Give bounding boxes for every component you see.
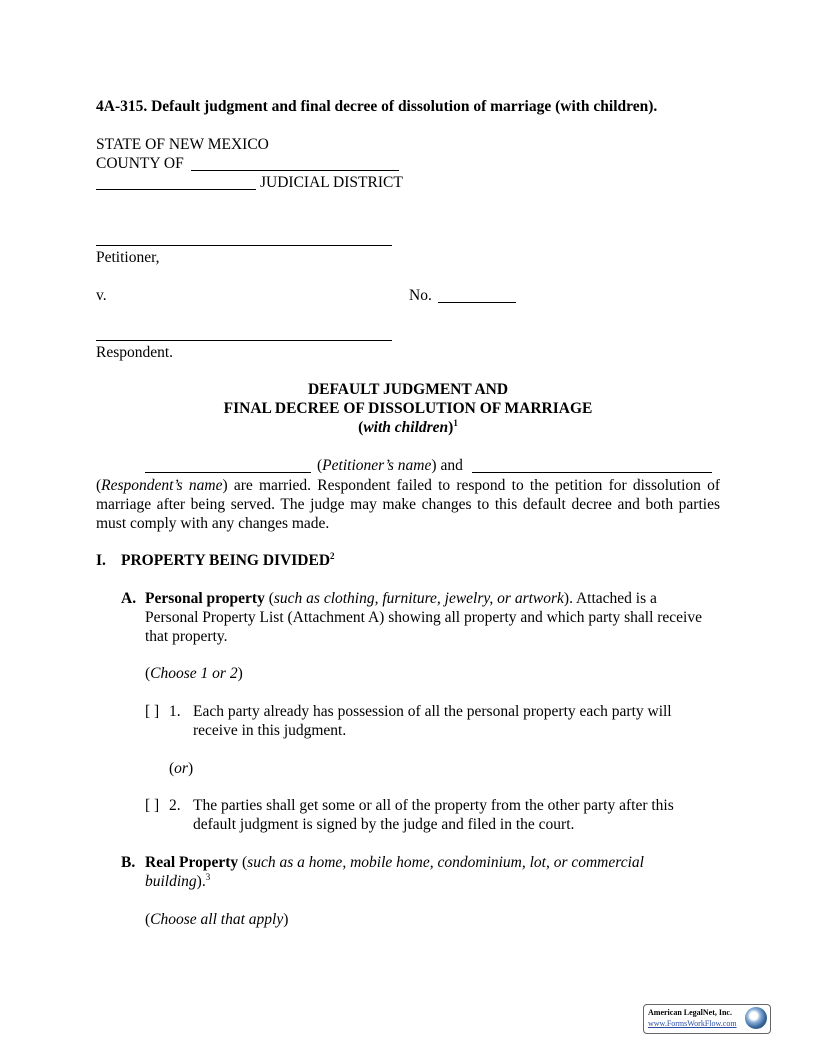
district-blank[interactable] xyxy=(96,189,256,190)
item-b-choose: (Choose all that apply) xyxy=(145,911,289,928)
case-number-label: No. xyxy=(409,287,432,304)
petitioner-name-blank[interactable] xyxy=(96,245,392,246)
american-legalnet-logo[interactable] xyxy=(643,1004,771,1034)
versus-label: v. xyxy=(96,287,107,304)
intro-paragraph: (Respondent’s name) are married. Respondent failed to respond to the petition for dissolution of marriage after being served. The judge may make changes to this default decree and both parties must comply with any changes made. xyxy=(96,477,721,532)
logo-url-link[interactable]: www.FormsWorkFlow.com xyxy=(648,1019,737,1028)
district-label: JUDICIAL DISTRICT xyxy=(260,174,403,191)
heading-line-2: FINAL DECREE OF DISSOLUTION OF MARRIAGE xyxy=(223,400,593,417)
item-b-letter: B. xyxy=(121,854,136,871)
item-b-line-1: Real Property (such as a home, mobile home, condominium, lot, or commercial xyxy=(145,854,644,871)
respondent-name-blank[interactable] xyxy=(96,340,392,341)
option-2-line-1: The parties shall get some or all of the property from the other party after this xyxy=(193,797,674,814)
respondent-label: Respondent. xyxy=(96,344,174,361)
option-2-number: 2. xyxy=(169,797,181,814)
logo-company-name: American LegalNet, Inc. xyxy=(648,1008,732,1017)
section-1-title: PROPERTY BEING DIVIDED$^2$ xyxy=(121,550,335,569)
case-number-blank[interactable] xyxy=(438,302,516,303)
item-a-line-3: that property. xyxy=(145,628,228,645)
option-2-checkbox[interactable]: [ ] xyxy=(145,797,160,814)
option-1-line-1: Each party already has possession of all the personal property each party will xyxy=(193,703,672,720)
or-label: (or) xyxy=(169,760,194,777)
heading-line-3: (with children)$^1$ xyxy=(358,417,458,436)
footnote-2-marker: 2 xyxy=(330,550,335,561)
option-2-line-2: default judgment is signed by the judge and filed in the court. xyxy=(193,816,575,833)
heading-line-1: DEFAULT JUDGMENT AND xyxy=(307,381,509,398)
item-a-line-2: Personal Property List (Attachment A) showing all property and which party shall receive xyxy=(145,609,702,626)
county-blank[interactable] xyxy=(191,170,399,171)
state-line: STATE OF NEW MEXICO xyxy=(96,136,269,153)
petitioner-label: Petitioner, xyxy=(96,249,160,266)
intro-petitioner-hint: (Petitioner’s name) and xyxy=(317,457,463,474)
footnote-1-marker: 1 xyxy=(453,417,458,428)
item-a-letter: A. xyxy=(121,590,137,607)
form-title: 4A-315. Default judgment and final decree of dissolution of marriage (with children). xyxy=(96,98,658,115)
item-a-choose: (Choose 1 or 2) xyxy=(145,665,243,682)
globe-emblem-icon xyxy=(745,1007,767,1029)
footnote-3-marker: 3 xyxy=(205,871,211,882)
item-b-line-2: building).$^3$ xyxy=(145,871,211,890)
item-a-line-1: Personal property (such as clothing, furniture, jewelry, or artwork). Attached is a xyxy=(145,590,657,607)
option-1-line-2: receive in this judgment. xyxy=(193,722,347,739)
option-1-number: 1. xyxy=(169,703,181,720)
intro-respondent-blank[interactable] xyxy=(472,472,712,473)
section-1-number: I. xyxy=(96,552,106,569)
intro-petitioner-blank[interactable] xyxy=(145,472,311,473)
county-label: COUNTY OF xyxy=(96,155,184,172)
option-1-checkbox[interactable]: [ ] xyxy=(145,703,160,720)
